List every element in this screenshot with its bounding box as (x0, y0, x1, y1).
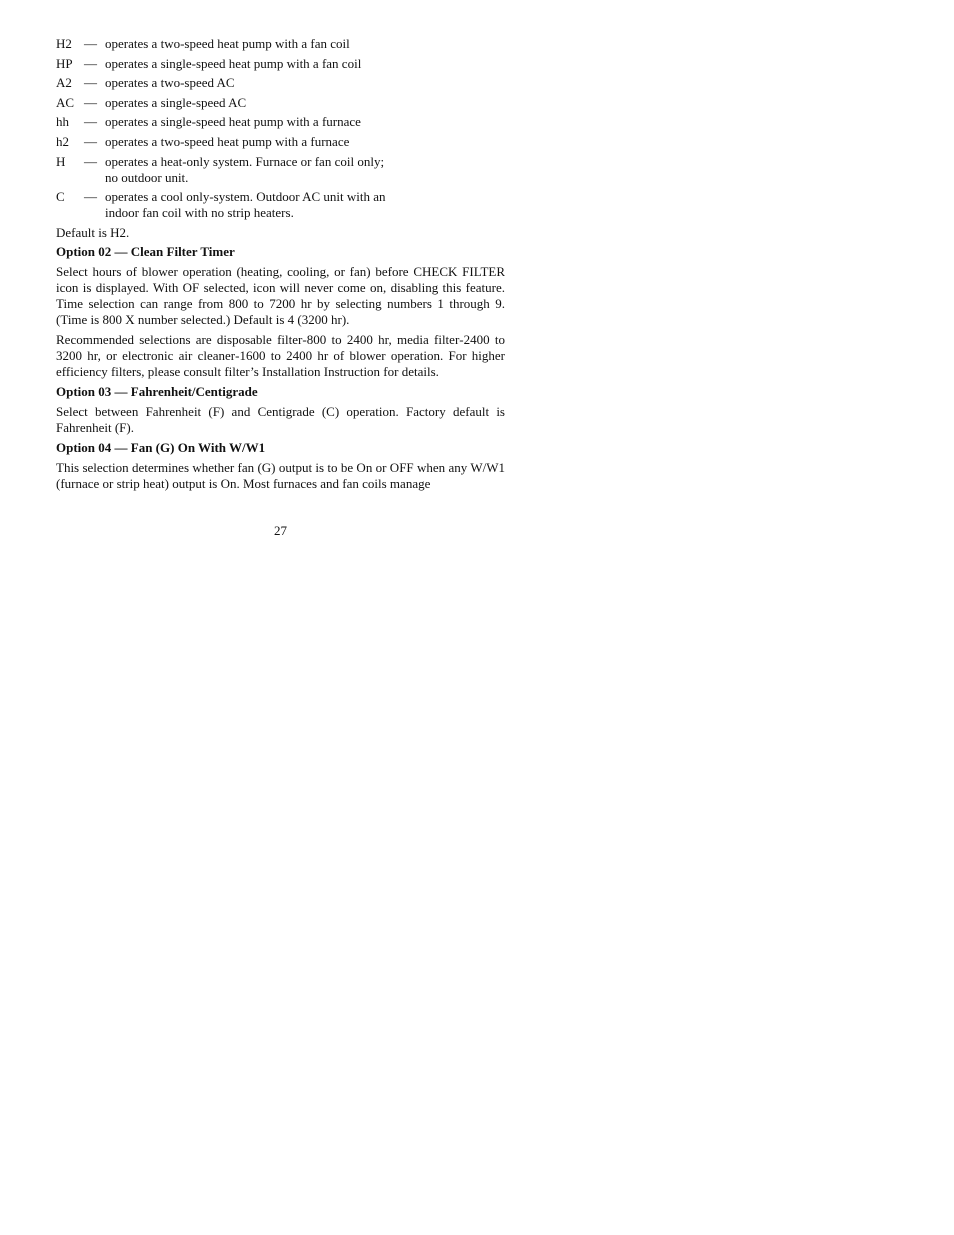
definition-row (56, 134, 505, 150)
definition-code: h2 (56, 133, 69, 149)
definition-dash: — (84, 36, 97, 51)
definition-text (105, 114, 505, 130)
definition-line: operates a single‑speed heat pump with a furnace (105, 114, 361, 130)
definition-row (56, 114, 505, 130)
definition-line: operates a two‑speed AC (105, 75, 235, 91)
definition-dash: — (84, 75, 97, 91)
definition-code: hh (56, 114, 69, 130)
definition-text (105, 154, 505, 186)
definition-row (56, 95, 505, 111)
option-02-recommendation-paragraph: Recommended selections are disposable filter‑800 to 2400 hr, media filter‑2400 to 3200 hr, or electronic air cleaner‑1600 to 2400 hr of blower operation. For higher efficiency filters, please consult filter’s Installation Instruction for details. (56, 331, 505, 379)
definition-dash: — (84, 94, 97, 110)
definition-dash: — (84, 55, 97, 71)
definition-code: A2 (56, 75, 72, 91)
definition-line: operates a single‑speed heat pump with a fan coil (105, 55, 362, 71)
definition-row (56, 36, 505, 52)
definition-code: AC (56, 94, 75, 110)
definition-line: operates a two‑speed heat pump with a furnace (105, 133, 350, 149)
option-03-heading: Option 03 — Fahrenheit/Centigrade (56, 383, 258, 399)
definition-row (56, 189, 505, 221)
definition-text (105, 36, 505, 52)
option-04-paragraph: This selection determines whether fan (G) output is to be On or OFF when any W/W1 (furnace or strip heat) output is On. Most furnaces and fan coils manage (56, 459, 505, 491)
definition-dash: — (84, 133, 97, 149)
definition-dash: — (84, 114, 97, 130)
definition-line: indoor fan coil with no strip heaters. (105, 205, 294, 221)
definition-text (105, 189, 505, 221)
definition-code: H (56, 153, 66, 169)
definition-code: H2 (56, 36, 72, 51)
definition-dash: — (84, 153, 97, 169)
default-note: Default is H2. (56, 224, 130, 240)
definition-line: no outdoor unit. (105, 169, 189, 185)
system-type-definitions (56, 36, 505, 221)
page-number: 27 (274, 523, 287, 538)
definition-dash: — (84, 189, 97, 205)
definition-row (56, 56, 505, 72)
option-02-paragraph: Select hours of blower operation (heating, cooling, or fan) before CHECK FILTER icon is displayed. With OF selected, icon will never come on, disabling this feature. Time selection can range from 800 to 7200 hr by selecting numbers 1 through 9. (Time is 800 X number selected.) Default is 4 (3200 hr). (56, 263, 505, 327)
document-page (56, 36, 505, 538)
definition-code: HP (56, 55, 73, 71)
definition-line: operates a heat‑only system. Furnace or fan coil only; (105, 153, 385, 169)
definition-text (105, 95, 505, 111)
definition-text (105, 56, 505, 72)
definition-line: operates a single‑speed AC (105, 94, 247, 110)
option-02-heading: Option 02 — Clean Filter Timer (56, 243, 235, 259)
definition-row (56, 75, 505, 91)
definition-text (105, 75, 505, 91)
definition-code: C (56, 189, 65, 205)
definition-text (105, 134, 505, 150)
option-03-paragraph: Select between Fahrenheit (F) and Centigrade (C) operation. Factory default is Fahrenheit (F). (56, 403, 505, 435)
option-04-heading: Option 04 — Fan (G) On With W/W1 (56, 439, 266, 455)
definition-row (56, 154, 505, 186)
definition-line: operates a two‑speed heat pump with a fan coil (105, 36, 350, 51)
definition-line: operates a cool only‑system. Outdoor AC unit with an (105, 189, 386, 205)
